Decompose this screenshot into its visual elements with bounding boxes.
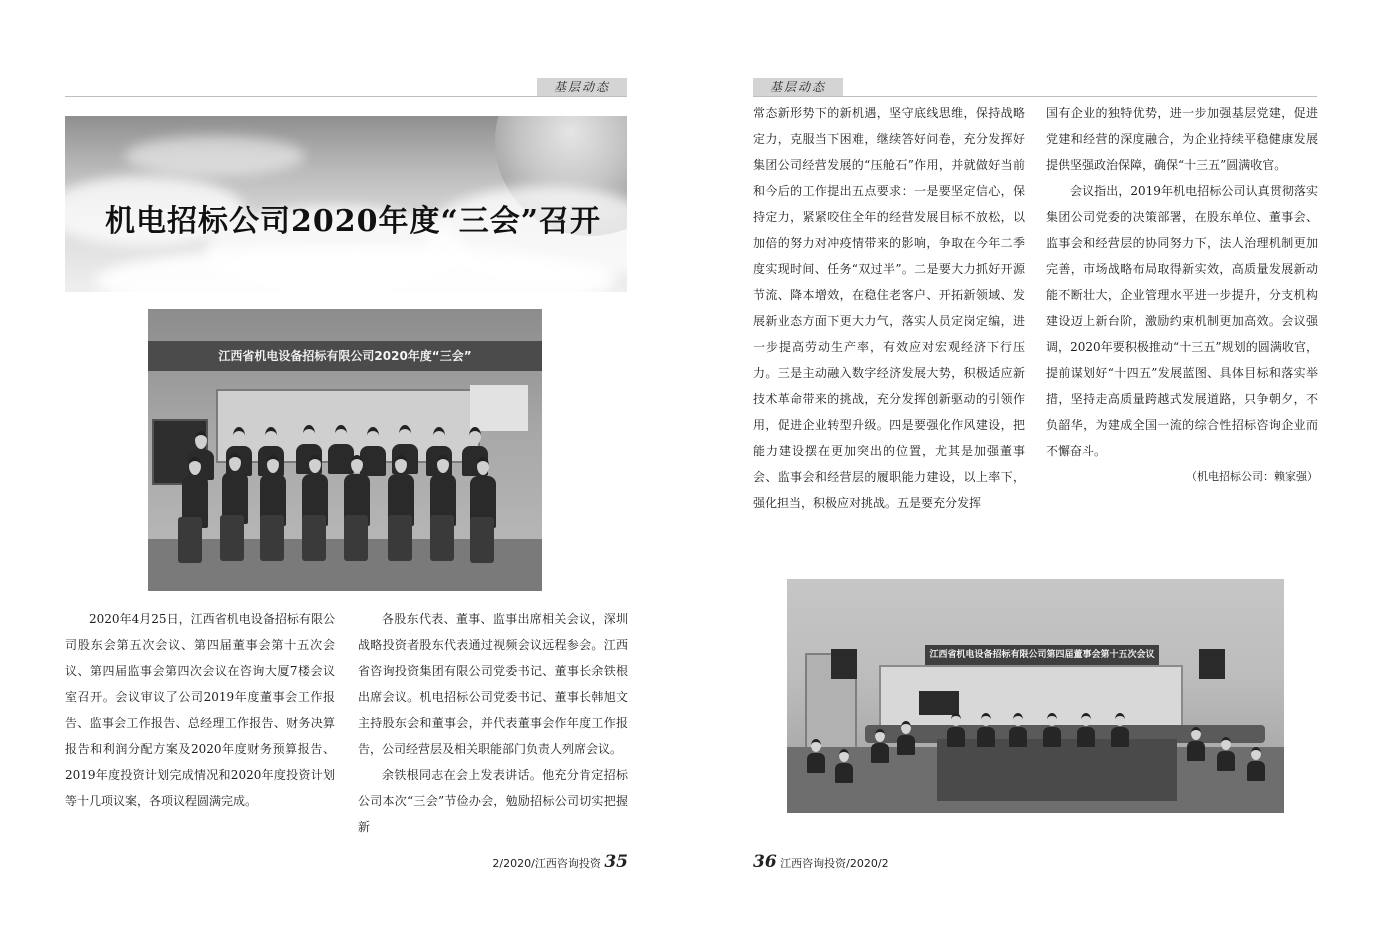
footer-text: 2/2020/江西咨询投资 [492,857,601,870]
page-number: 36 [753,852,777,872]
group-photo [148,309,542,591]
photo-meeting-banner: 江西省机电设备招标有限公司2020年度“三会” [148,341,542,371]
paragraph: 余铁根同志在会上发表讲话。他充分肯定招标公司本次“三会”节俭办会，勉励招标公司切实把握新 [358,768,628,834]
footer-text: 江西咨询投资/2020/2 [780,857,889,870]
section-tag-left: 基层动态 [537,78,627,96]
right-text-col2 [1046,100,1318,490]
article-title: 机电招标公司2020年度“三会”召开 [105,204,602,239]
tv-screen [831,649,857,679]
right-footer [753,852,953,872]
paragraph: 常态新形势下的新机遇，坚守底线思维，保持战略定力，克服当下困难，继续答好问卷，充分发挥好集团公司经营发展的“压舱石”作用，并就做好当前和今后的工作提出五点要求：一是要坚定信心，保持定力，紧紧咬住全年的经营发展目标不放松，以加倍的努力对冲疫情带来的影响，争取在今年二季度实现时间、任务“双过半”。二是要大力抓好开源节流、降本增效，在稳住老客户、开拓新领域、发展新业态方面下更大力气，落实人员定岗定编，进一步提高劳动生产率，有效应对宏观经济下行压力。三是主动融入数字经济发展大势，积极适应新技术革命带来的挑战，充分发挥创新驱动的引领作用，促进企业转型升级。四是要强化作风建设，把能力建设摆在更加突出的位置，尤其是加强董事会、监事会和经营层的履职能力建设，以上率下，强化担当，积极应对挑战。五是要充分发挥 [753,106,1025,510]
section-rule-right [753,96,1317,97]
meeting-photo [787,579,1284,813]
left-text-col2 [358,606,628,840]
section-tag-right: 基层动态 [753,78,843,96]
left-text-col1 [65,606,335,814]
left-footer [460,852,628,872]
paragraph: 各股东代表、董事、监事出席相关会议，深圳战略投资者股东代表通过视频会议远程参会。江西省咨询投资集团有限公司党委书记、董事长余铁根出席会议。机电招标公司党委书记、董事长韩旭文主持股东会和董事会，并代表董事会作年度工作报告，公司经营层及相关职能部门负责人列席会议。 [358,612,628,756]
photo-meeting-banner: 江西省机电设备招标有限公司第四届董事会第十五次会议 [925,645,1159,665]
section-rule-left [65,96,627,97]
tv-screen [1199,649,1225,679]
right-text-col1 [753,100,1025,516]
page-number: 35 [604,852,628,872]
title-banner [65,116,627,292]
paragraph: 2020年4月25日，江西省机电设备招标有限公司股东会第五次会议、第四届董事会第十五次会议、第四届监事会第四次会议在咨询大厦7楼会议室召开。会议审议了公司2019年度董事会工作报告、监事会工作报告、总经理工作报告、财务决算报告和利润分配方案及2020年度财务预算报告、2019年度投资计划完成情况和2020年度投资计划等十几项议案，各项议程圆满完成。 [65,612,335,808]
author-credit: （机电招标公司：赖家强） [1186,470,1318,483]
paragraph: 会议指出，2019年机电招标公司认真贯彻落实集团公司党委的决策部署，在股东单位、董事会、监事会和经营层的协同努力下，法人治理机制更加完善，市场战略布局取得新实效，高质量发展新动能不断壮大，企业管理水平进一步提升，分支机构建设迈上新台阶，激励约束机制更加高效。会议强调，2020年要积极推动“十三五”规划的圆满收官，提前谋划好“十四五”发展蓝图、具体目标和落实举措，坚持走高质量跨越式发展道路，只争朝夕，不负韶华，为建成全国一流的综合性招标咨询企业而不懈奋斗。 [1046,184,1318,458]
paragraph: 国有企业的独特优势，进一步加强基层党建，促进党建和经营的深度融合，为企业持续平稳健康发展提供坚强政治保障，确保“十三五”圆满收官。 [1046,106,1318,172]
